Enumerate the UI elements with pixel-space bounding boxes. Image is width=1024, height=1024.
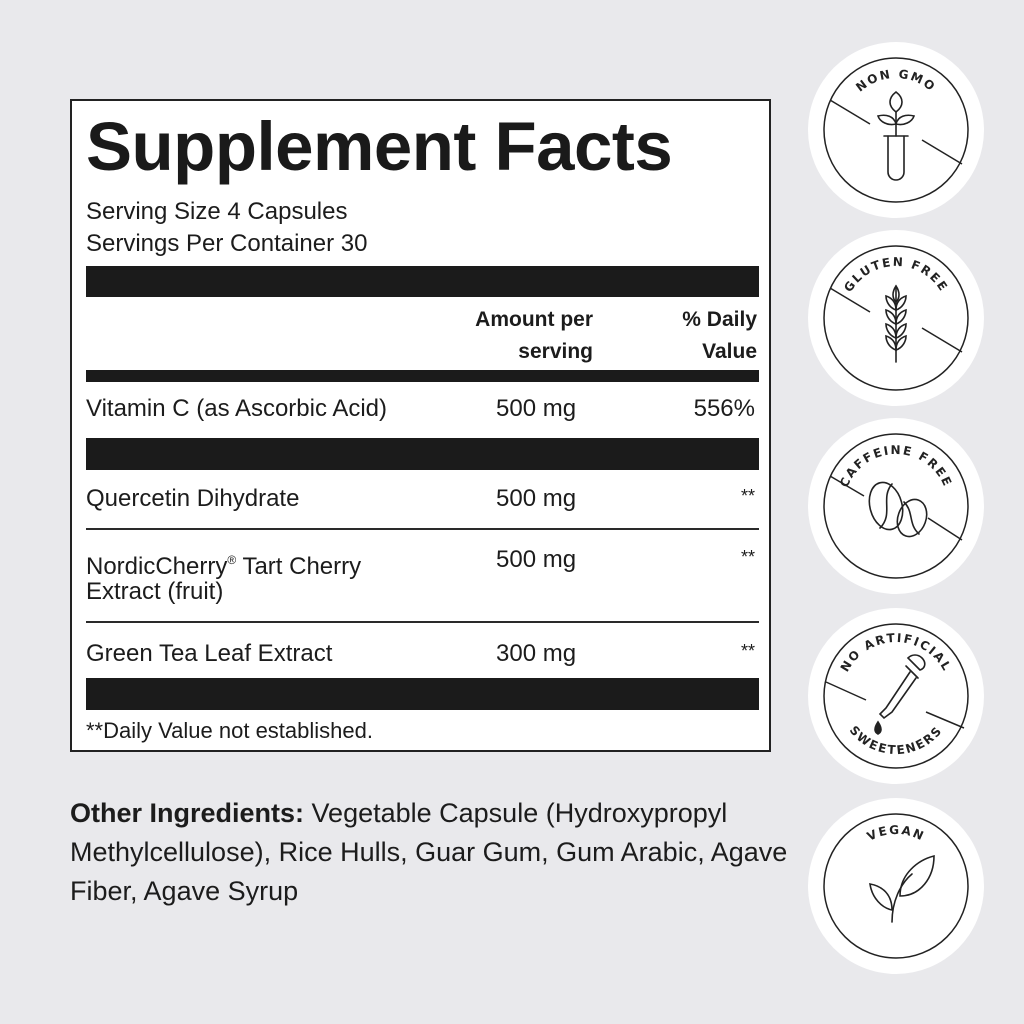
amount-per-serving-header: Amount per serving bbox=[475, 308, 593, 363]
nutrient-name: NordicCherry® Tart Cherry bbox=[86, 553, 362, 580]
other-ingredients bbox=[70, 794, 790, 911]
thick-divider bbox=[86, 438, 759, 470]
other-ingredients-label: Other Ingredients: bbox=[70, 798, 305, 828]
badge-label: GLUTEN FREE bbox=[841, 254, 951, 295]
wheat-icon bbox=[886, 286, 906, 362]
registered-mark: ® bbox=[227, 553, 237, 567]
row-divider bbox=[86, 621, 759, 623]
badge-label: VEGAN bbox=[864, 822, 928, 844]
nutrient-amount: 300 mg bbox=[496, 640, 577, 667]
coffee-beans-icon bbox=[864, 479, 931, 541]
nutrient-daily-value: ** bbox=[740, 486, 755, 506]
medium-divider bbox=[86, 370, 759, 382]
plant-test-tube-icon bbox=[878, 92, 914, 180]
nutrient-amount: 500 mg bbox=[496, 395, 577, 422]
thick-divider bbox=[86, 266, 759, 297]
badge-no-artificial-sweeteners bbox=[808, 608, 984, 784]
nutrient-daily-value: 556% bbox=[693, 395, 755, 422]
nutrient-name: Vitamin C (as Ascorbic Acid) bbox=[86, 395, 387, 422]
nutrient-amount: 500 mg bbox=[496, 485, 577, 512]
panel-title: Supplement Facts bbox=[86, 108, 673, 185]
nutrient-name: Green Tea Leaf Extract bbox=[86, 640, 333, 667]
svg-text:SWEETENERS bbox=[847, 723, 946, 757]
footnote: **Daily Value not established. bbox=[86, 718, 373, 743]
svg-text:VEGAN bbox=[865, 823, 927, 844]
servings-per-container: Servings Per Container 30 bbox=[86, 230, 368, 257]
badge-label: SWEETENERS bbox=[846, 723, 946, 758]
serving-size: Serving Size 4 Capsules bbox=[86, 198, 348, 225]
nutrient-name: Quercetin Dihydrate bbox=[86, 485, 300, 512]
nutrient-daily-value: ** bbox=[740, 641, 755, 661]
badge-label: CAFFEINE FREE bbox=[836, 442, 956, 490]
nutrient-daily-value: ** bbox=[740, 547, 755, 567]
thick-divider bbox=[86, 678, 759, 710]
badge-caffeine-free bbox=[808, 418, 984, 594]
dropper-icon bbox=[875, 655, 925, 734]
badge-non-gmo bbox=[808, 42, 984, 218]
svg-text:CAFFEINE FREE bbox=[837, 443, 955, 489]
badge-vegan bbox=[808, 798, 984, 974]
badge-label: NO ARTIFICIAL bbox=[837, 630, 955, 675]
other-ingredients-text: Vegetable Capsule (Hydroxypropyl Methylcellulose), Rice Hulls, Guar Gum, Gum Arabic, Agave Fiber, Agave Syrup bbox=[70, 798, 788, 906]
row-divider bbox=[86, 528, 759, 530]
nutrient-name-line2: Extract (fruit) bbox=[86, 578, 224, 605]
badge-label: NON GMO bbox=[853, 66, 939, 95]
leaves-icon bbox=[870, 856, 934, 922]
supplement-facts-panel bbox=[70, 99, 771, 752]
svg-text:NON GMO bbox=[853, 67, 938, 95]
badge-gluten-free bbox=[808, 230, 984, 406]
nutrient-amount: 500 mg bbox=[496, 546, 577, 573]
daily-value-header: % Daily Value bbox=[682, 308, 757, 363]
